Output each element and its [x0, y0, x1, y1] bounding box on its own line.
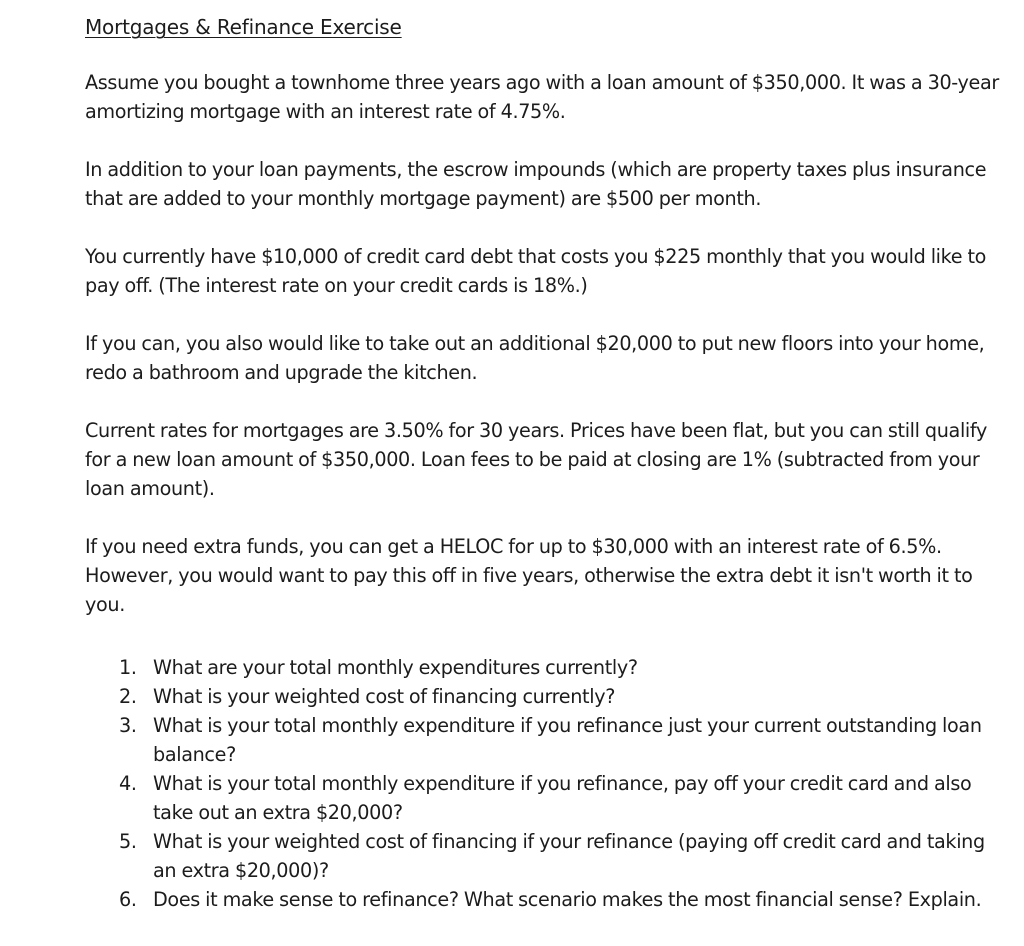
list-item	[119, 885, 1010, 914]
question-number: 2.	[119, 685, 137, 708]
paragraph-escrow: In addition to your loan payments, the escrow impounds (which are property taxes plus insurance that are added to your monthly mortgage payment) are $500 per month.	[85, 158, 987, 210]
question-number: 6.	[119, 888, 137, 911]
question-text: Does it make sense to refinance? What scenario makes the most financial sense? Explain.	[153, 888, 982, 911]
question-text: What is your weighted cost of financing if your refinance (paying off credit card and taking an extra $20,000)?	[153, 830, 985, 882]
paragraph-current-rates: Current rates for mortgages are 3.50% for 30 years. Prices have been flat, but you can still qualify for a new loan amount of $350,000. Loan fees to be paid at closing are 1% (subtracted from your loan amount).	[85, 419, 987, 500]
list-item	[119, 653, 1010, 682]
question-text: What is your total monthly expenditure if you refinance just your current outstanding loan balance?	[153, 714, 982, 766]
paragraph-heloc: If you need extra funds, you can get a HELOC for up to $30,000 with an interest rate of 6.5%. However, you would want to pay this off in five years, otherwise the extra debt it isn't worth it to you.	[85, 535, 973, 616]
question-list	[85, 653, 1010, 914]
list-item	[119, 769, 1010, 827]
paragraph-credit-card: You currently have $10,000 of credit card debt that costs you $225 monthly that you would like to pay off. (The interest rate on your credit cards is 18%.)	[85, 245, 987, 297]
question-number: 4.	[119, 772, 137, 795]
question-number: 1.	[119, 656, 137, 679]
document	[85, 12, 1010, 914]
question-text: What is your total monthly expenditure if you refinance, pay off your credit card and also take out an extra $20,000?	[153, 772, 972, 824]
question-text: What are your total monthly expenditures currently?	[153, 656, 638, 679]
list-item	[119, 682, 1010, 711]
question-text: What is your weighted cost of financing currently?	[153, 685, 616, 708]
document-title: Mortgages & Refinance Exercise	[85, 15, 402, 39]
paragraph-original-loan: Assume you bought a townhome three years ago with a loan amount of $350,000. It was a 30-year amortizing mortgage with an interest rate of 4.75%.	[85, 71, 999, 123]
paragraph-renovation: If you can, you also would like to take out an additional $20,000 to put new floors into your home, redo a bathroom and upgrade the kitchen.	[85, 332, 985, 384]
list-item	[119, 827, 1010, 885]
question-number: 3.	[119, 714, 137, 737]
question-number: 5.	[119, 830, 137, 853]
list-item	[119, 711, 1010, 769]
